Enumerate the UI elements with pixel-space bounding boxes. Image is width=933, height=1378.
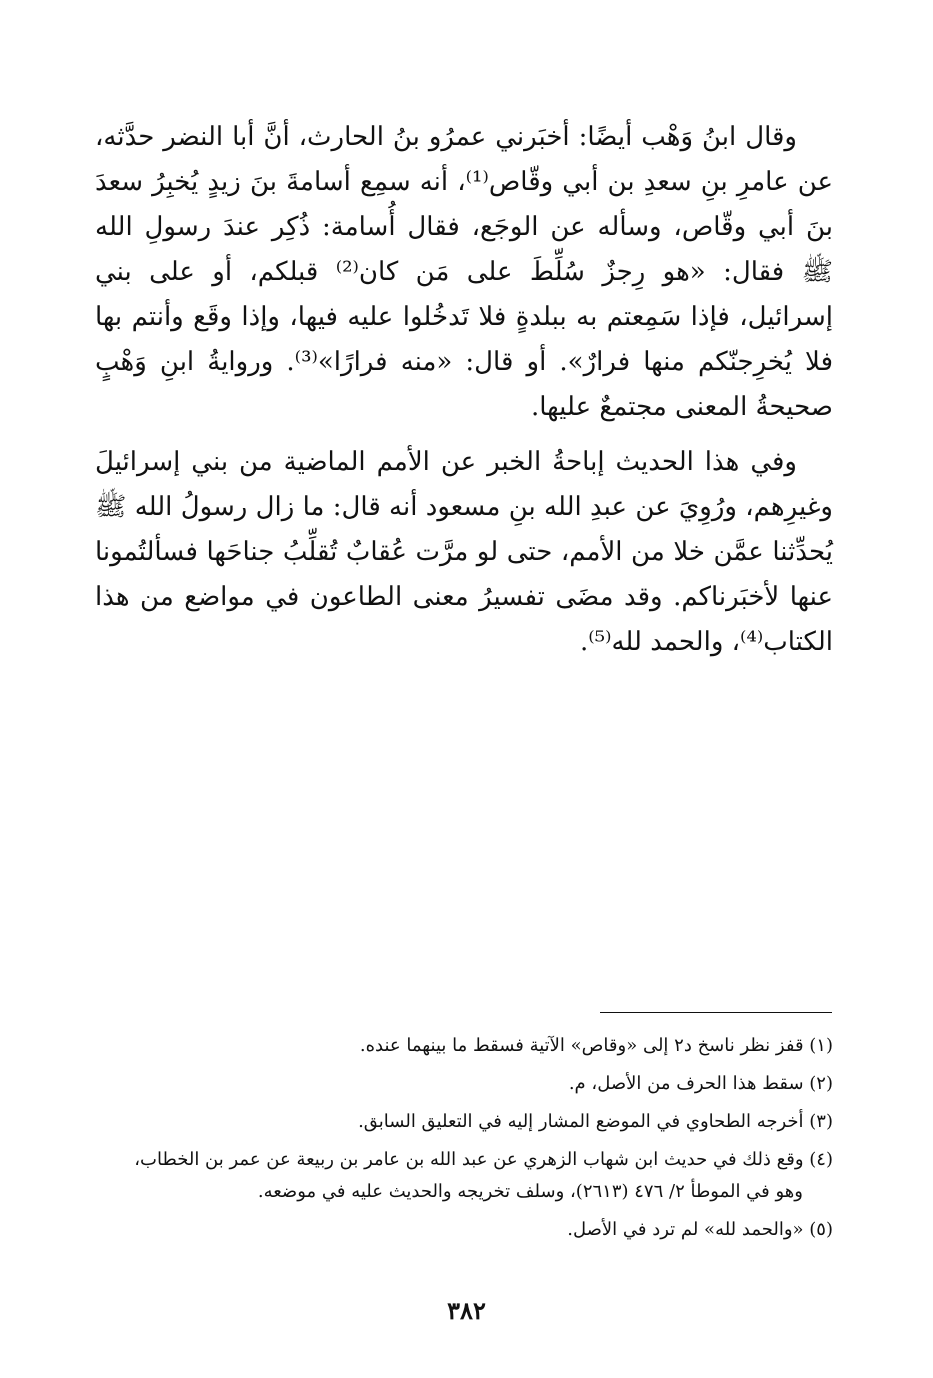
footnotes [95, 1030, 833, 1252]
footnote-4 [95, 1144, 833, 1208]
footnote-5: (٥) «والحمد لله» لم ترد في الأصل. [567, 1219, 833, 1240]
page-number: ٣٨٢ [447, 1296, 486, 1325]
paragraph-1: وقال ابنُ وَهْب أيضًا: أخبَرني عمرُو بنُ الحارث، أنَّ أبا النضر حدَّثه، عن عامرِ بنِ سعدِ بن أبي وقّاص⁽¹⁾، أنه سمِع أسامةَ بنَ زيدٍ يُخبِرُ سعدَ بنَ أبي وقّاص، وسأله عن الوجَع، فقال أُسامة: ذُكِر عندَ رسولِ الله ﷺ فقال: «هو رِجزٌ سُلِّطَ على مَن كان⁽²⁾ قبلكم، أو على بني إسرائيل، فإذا سَمِعتم به ببلدةٍ فلا تَدخُلوا عليه فيها، وإذا وقَع وأنتم بها فلا يُخرِجنّكم منها فرارٌ». أو قال: «منه فرارًا»⁽³⁾. وروايةُ ابنِ وَهْبٍ صحيحةُ المعنى مجتمعٌ عليها. [95, 122, 833, 422]
footnote-4-continuation: وهو في الموطأ ٢/ ٤٧٦ (٢٦١٣)، وسلف تخريجه والحديث عليه في موضعه. [257, 1181, 803, 1202]
footnote-4-text: (٤) وقع ذلك في حديث ابن شهاب الزهري عن عبد الله بن عامر بن ربيعة عن عمر بن الخطاب، [134, 1149, 833, 1170]
main-text [95, 115, 833, 665]
footnote-1: (١) قفز نظر ناسخ د٢ إلى «وقاص» الآتية فسقط ما بينهما عنده. [359, 1035, 833, 1056]
footnote-2: (٢) سقط هذا الحرف من الأصل، م. [568, 1073, 833, 1094]
footnote-3: (٣) أخرجه الطحاوي في الموضع المشار إليه في التعليق السابق. [358, 1111, 833, 1132]
footnote-separator [600, 1012, 832, 1013]
paragraph-2: وفي هذا الحديث إباحةُ الخبر عن الأمم الماضية من بني إسرائيلَ وغيرِهم، ورُوِيَ عن عبدِ الله بنِ مسعود أنه قال: ما زال رسولُ الله ﷺ يُحدِّثنا عمَّن خلا من الأمم، حتى لو مرَّت عُقابٌ تُقلِّبُ جناحَها فسألتُمونا عنها لأخبَرناكم. وقد مضَى تفسيرُ معنى الطاعون في مواضع من هذا الكتاب⁽⁴⁾، والحمد لله⁽⁵⁾. [95, 447, 833, 657]
